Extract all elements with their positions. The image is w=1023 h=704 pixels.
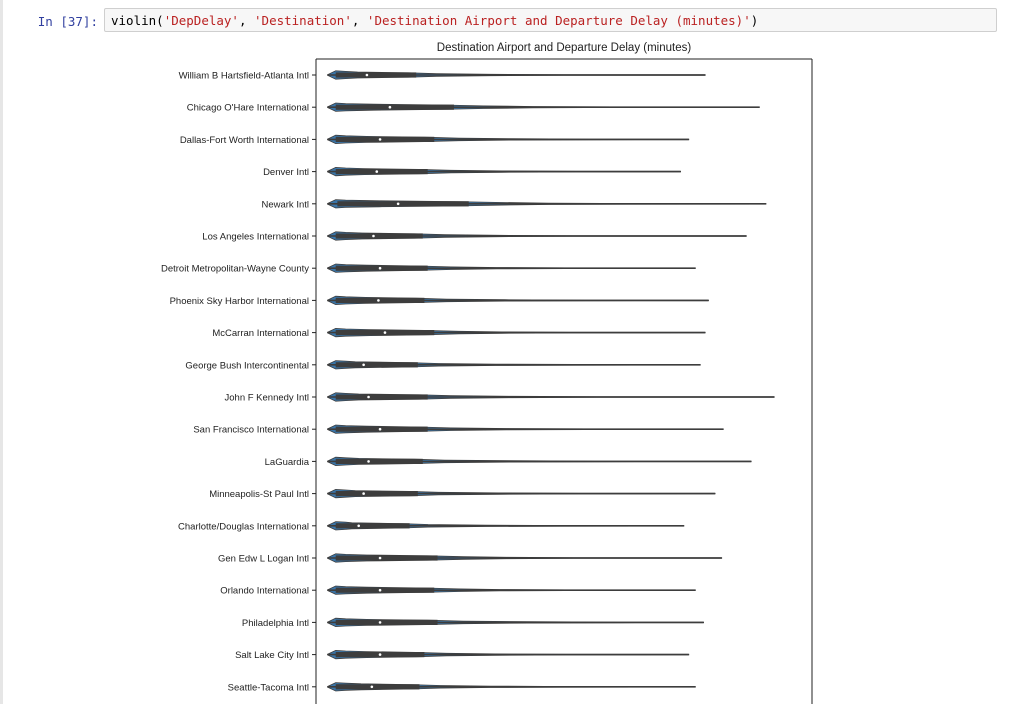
y-tick-label: Seattle-Tacoma Intl: [227, 682, 309, 694]
y-tick-label: Philadelphia Intl: [241, 617, 309, 629]
y-tick-label: San Francisco International: [193, 424, 309, 436]
violin-box: [336, 362, 418, 367]
y-tick-label: Gen Edw L Logan Intl: [217, 553, 309, 565]
violin-median-dot: [379, 138, 382, 141]
violin-box: [336, 427, 428, 432]
violin-box: [336, 233, 423, 238]
violin-median-dot: [366, 74, 369, 77]
y-tick-label: Minneapolis-St Paul Intl: [209, 489, 309, 501]
violin-box: [337, 201, 468, 206]
violin-median-dot: [362, 364, 365, 367]
violin-box: [336, 105, 454, 110]
code-function: violin(: [111, 13, 164, 28]
violin-box: [336, 555, 438, 560]
violin-box: [336, 394, 428, 399]
y-tick-label: Charlotte/Douglas International: [178, 521, 309, 533]
violin-box: [336, 620, 438, 625]
code-close-paren: ): [750, 13, 759, 28]
y-tick-label: John F Kennedy Intl: [224, 392, 309, 404]
cell-prompt: In [37]:: [37, 14, 98, 29]
violin-median-dot: [389, 106, 392, 109]
y-tick-label: Chicago O'Hare International: [186, 102, 309, 114]
violin-median-dot: [379, 557, 382, 560]
violin-box: [336, 169, 428, 174]
y-tick-label: William B Hartsfield-Atlanta Intl: [178, 70, 309, 82]
violin-median-dot: [377, 299, 380, 302]
violin-median-dot: [372, 235, 375, 238]
y-tick-label: Detroit Metropolitan-Wayne County: [160, 263, 309, 275]
y-tick-label: LaGuardia: [264, 456, 309, 468]
code-arg-title: 'Destination Airport and Departure Delay (minutes)': [366, 13, 751, 28]
violin-box: [336, 588, 435, 593]
violin-median-dot: [362, 492, 365, 495]
violin-median-dot: [379, 589, 382, 592]
code-separator: ,: [351, 13, 367, 28]
violin-median-dot: [371, 686, 374, 689]
code-arg-group: 'Destination': [254, 13, 352, 28]
violin-median-dot: [379, 428, 382, 431]
violin-box: [336, 266, 428, 271]
violin-median-dot: [379, 653, 382, 656]
y-tick-label: Salt Lake City Intl: [235, 650, 309, 662]
violin-median-dot: [367, 396, 370, 399]
violin-box: [336, 137, 435, 142]
violin-median-dot: [379, 267, 382, 270]
code-separator: ,: [238, 13, 255, 28]
y-tick-label: Dallas-Fort Worth International: [179, 134, 309, 146]
violin-box: [336, 523, 410, 528]
chart-title: Destination Airport and Departure Delay (minutes): [436, 42, 692, 54]
violin-median-dot: [384, 331, 387, 334]
y-tick-label: McCarran International: [212, 328, 309, 340]
violin-median-dot: [397, 203, 400, 206]
y-tick-label: George Bush Intercontinental: [185, 360, 309, 372]
violin-box: [336, 491, 418, 496]
violin-box: [336, 72, 416, 77]
violin-median-dot: [367, 460, 370, 463]
violin-median-dot: [375, 170, 378, 173]
y-tick-label: Orlando International: [220, 585, 309, 597]
violin-box: [336, 684, 420, 689]
y-tick-label: Denver Intl: [263, 167, 309, 179]
y-tick-label: Los Angeles International: [202, 231, 309, 243]
violin-median-dot: [357, 525, 360, 528]
code-arg-column: 'DepDelay': [163, 13, 239, 28]
y-tick-label: Phoenix Sky Harbor International: [169, 295, 309, 307]
y-tick-label: Newark Intl: [261, 199, 309, 211]
violin-box: [336, 459, 423, 464]
violin-box: [336, 298, 425, 303]
violin-median-dot: [379, 621, 382, 624]
